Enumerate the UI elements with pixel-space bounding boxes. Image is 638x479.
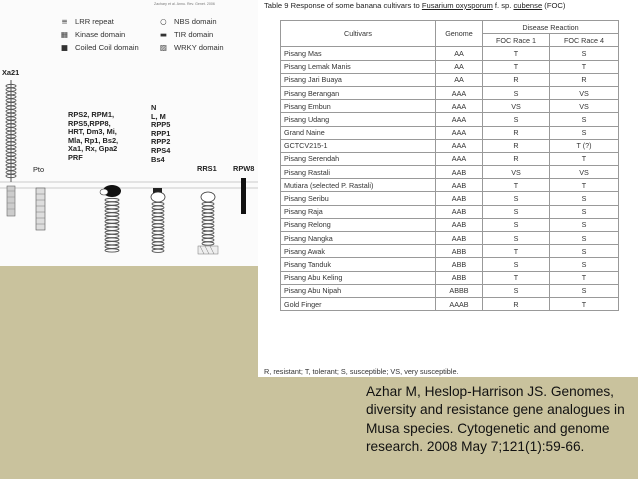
race1-cell: T	[483, 47, 550, 60]
lrr-ring	[152, 210, 164, 213]
table-row	[281, 139, 619, 152]
cultivar-cell: Pisang Embun	[281, 100, 436, 113]
lrr-ring	[202, 235, 214, 238]
table-row	[281, 258, 619, 271]
lrr-ring	[105, 198, 119, 201]
race1-cell: VS	[483, 166, 550, 179]
cultivar-cell: Pisang Nangka	[281, 232, 436, 245]
race4-cell: S	[550, 113, 619, 126]
lrr-ring	[202, 202, 214, 205]
race1-cell: R	[483, 126, 550, 139]
cultivar-cell: Mutiara (selected P. Rastali)	[281, 179, 436, 192]
race1-cell: S	[483, 113, 550, 126]
lrr-ring	[202, 217, 214, 220]
lrr-ring	[105, 227, 119, 230]
race4-cell: S	[550, 126, 619, 139]
table-row	[281, 166, 619, 179]
header-cultivars: Cultivars	[281, 21, 436, 47]
race1-cell: R	[483, 297, 550, 310]
lrr-icon: ≡	[61, 17, 68, 26]
table-row	[281, 284, 619, 297]
xa21-lrr-coil	[6, 80, 16, 216]
lrr-ring	[105, 245, 119, 248]
genome-cell: AAB	[436, 232, 483, 245]
lrr-ring	[202, 224, 214, 227]
genome-cell: ABB	[436, 245, 483, 258]
lrr-ring	[202, 242, 214, 245]
race1-cell: R	[483, 139, 550, 152]
race1-cell: T	[483, 60, 550, 73]
race4-cell: S	[550, 245, 619, 258]
header-race4: FOC Race 4	[550, 34, 619, 47]
kinase-icon: ▦	[60, 30, 69, 39]
race4-cell: VS	[550, 166, 619, 179]
xa21-kinase-domain	[7, 186, 15, 216]
cultivar-cell: Pisang Jari Buaya	[281, 73, 436, 86]
gene-structure-diagram	[0, 0, 258, 266]
cultivar-cell: Pisang Mas	[281, 47, 436, 60]
lrr-ring	[202, 213, 214, 216]
cultivar-cell: Gold Finger	[281, 297, 436, 310]
lrr-ring	[202, 231, 214, 234]
race1-cell: S	[483, 86, 550, 99]
race1-cell: S	[483, 258, 550, 271]
table-row	[281, 60, 619, 73]
cultivar-cell: Pisang Seribu	[281, 192, 436, 205]
table-row	[281, 232, 619, 245]
race4-cell: VS	[550, 100, 619, 113]
cultivar-cell: Pisang Rastali	[281, 166, 436, 179]
table-row	[281, 205, 619, 218]
disease-reaction-table	[280, 20, 619, 311]
title-mid: f. sp.	[492, 1, 514, 10]
lrr-ring	[202, 238, 214, 241]
cultivar-cell: Pisang Udang	[281, 113, 436, 126]
genome-cell: AA	[436, 60, 483, 73]
lrr-ring	[105, 231, 119, 234]
race4-cell: T	[550, 179, 619, 192]
citation-text: Azhar M, Heslop-Harrison JS. Genomes, diversity and resistance gene analogues in Musa species. Cytogenetic and genome research. 2008 May 7;121(1):59-66.	[366, 384, 625, 454]
lrr-ring	[105, 220, 119, 223]
race1-cell: S	[483, 192, 550, 205]
race4-cell: VS	[550, 86, 619, 99]
genome-cell: AAAB	[436, 297, 483, 310]
lrr-ring	[202, 206, 214, 209]
genome-cell: AAA	[436, 113, 483, 126]
table-row	[281, 218, 619, 231]
genome-cell: AA	[436, 73, 483, 86]
header-race1: FOC Race 1	[483, 34, 550, 47]
race1-cell: VS	[483, 100, 550, 113]
genome-cell: AAA	[436, 139, 483, 152]
race4-cell: S	[550, 284, 619, 297]
nbs-icon: ○	[160, 17, 167, 26]
label-rrs1: RRS1	[197, 164, 217, 173]
race4-cell: S	[550, 232, 619, 245]
cultivar-cell: Pisang Raja	[281, 205, 436, 218]
lrr-ring	[105, 224, 119, 227]
wrky-icon: ▨	[159, 43, 168, 52]
table-footnote: R, resistant; T, tolerant; S, susceptible; VS, very susceptible.	[264, 367, 459, 376]
rrs1-coil-rings	[202, 202, 214, 245]
lrr-ring	[105, 206, 119, 209]
header-genome: Genome	[436, 21, 483, 47]
lrr-ring	[152, 238, 164, 241]
banana-cultivar-table-panel	[258, 0, 638, 377]
rpw8-coiled-coil	[241, 178, 246, 214]
lrr-ring	[202, 210, 214, 213]
race4-cell: T (?)	[550, 139, 619, 152]
lrr-ring	[152, 206, 164, 209]
genome-cell: AA	[436, 47, 483, 60]
label-pto: Pto	[33, 165, 45, 174]
genome-cell: AAA	[436, 152, 483, 165]
genome-cell: AAB	[436, 192, 483, 205]
lrr-ring	[105, 249, 119, 252]
lrr-ring	[152, 228, 164, 231]
n-coil-rings	[152, 202, 164, 252]
lrr-ring	[152, 231, 164, 234]
race1-cell: R	[483, 152, 550, 165]
table-row	[281, 179, 619, 192]
legend-label: LRR repeat	[75, 17, 114, 26]
lrr-ring	[105, 209, 119, 212]
lrr-ring	[105, 234, 119, 237]
lrr-ring	[105, 213, 119, 216]
cultivar-cell: Pisang Relong	[281, 218, 436, 231]
label-group-n: N L, M RPP5 RPP1 RPP2 RPS4 Bs4	[151, 103, 171, 164]
race1-cell: T	[483, 245, 550, 258]
cultivar-cell: Pisang Tanduk	[281, 258, 436, 271]
table-row	[281, 126, 619, 139]
cultivar-cell: Pisang Awak	[281, 245, 436, 258]
label-group-prf: RPS2, RPM1, RPS5,RPP8, HRT, Dm3, Mi, Mla, Rp1, Bs2, Xa1, Rx, Gpa2 PRF	[68, 110, 119, 162]
genome-cell: ABB	[436, 258, 483, 271]
race1-cell: T	[483, 179, 550, 192]
rrs1-wrky-domain	[198, 246, 218, 254]
race1-cell: S	[483, 232, 550, 245]
title-suffix: (FOC)	[542, 1, 566, 10]
genome-cell: AAB	[436, 218, 483, 231]
race4-cell: T	[550, 152, 619, 165]
pto-kinase-domain	[36, 188, 45, 230]
lrr-ring	[152, 235, 164, 238]
title-forma: cubense	[513, 1, 543, 10]
race4-cell: S	[550, 258, 619, 271]
xa21-coil-rings	[6, 84, 16, 177]
cultivar-cell: Grand Naine	[281, 126, 436, 139]
table-row	[281, 297, 619, 310]
prf-coil-rings	[105, 198, 119, 252]
rrs1-structure	[198, 192, 218, 254]
table-row	[281, 47, 619, 60]
race4-cell: T	[550, 60, 619, 73]
genome-cell: ABB	[436, 271, 483, 284]
cultivar-cell: Pisang Abu Keling	[281, 271, 436, 284]
race4-cell: S	[550, 47, 619, 60]
cultivar-cell: Pisang Lemak Manis	[281, 60, 436, 73]
coiled-coil-icon: ■	[60, 43, 69, 52]
table-title	[264, 1, 565, 10]
tir-nbs-lrr-structure	[151, 188, 165, 252]
lrr-ring	[202, 228, 214, 231]
lrr-ring	[152, 224, 164, 227]
cultivar-cell: Pisang Berangan	[281, 86, 436, 99]
table-row	[281, 100, 619, 113]
lrr-ring	[152, 220, 164, 223]
figure-credit: Zachary et al. Annu. Rev. Genet. 2006	[154, 2, 215, 6]
genome-cell: AAA	[436, 86, 483, 99]
genome-cell: AAA	[436, 126, 483, 139]
legend-label: Coiled Coil domain	[75, 43, 139, 52]
race4-cell: R	[550, 73, 619, 86]
table-row	[281, 86, 619, 99]
race4-cell: T	[550, 297, 619, 310]
table-row	[281, 152, 619, 165]
table-row	[281, 192, 619, 205]
cultivar-cell: Pisang Abu Nipah	[281, 284, 436, 297]
n-nbs-domain	[151, 192, 165, 202]
race1-cell: S	[483, 205, 550, 218]
lrr-ring	[152, 242, 164, 245]
header-disease-reaction: Disease Reaction	[483, 21, 619, 34]
race4-cell: S	[550, 192, 619, 205]
tir-icon: ▬	[159, 30, 168, 39]
table-row	[281, 245, 619, 258]
genome-cell: AAB	[436, 179, 483, 192]
table-body	[281, 47, 619, 311]
lrr-ring	[152, 246, 164, 249]
lrr-ring	[202, 220, 214, 223]
race1-cell: T	[483, 271, 550, 284]
lrr-ring	[105, 242, 119, 245]
race1-cell: S	[483, 218, 550, 231]
cultivar-cell: Pisang Serendah	[281, 152, 436, 165]
lrr-ring	[152, 213, 164, 216]
legend-label: Kinase domain	[75, 30, 126, 39]
race4-cell: S	[550, 205, 619, 218]
genome-cell: AAB	[436, 166, 483, 179]
cultivar-cell: GCTCV215-1	[281, 139, 436, 152]
cc-nbs-lrr-structure	[100, 185, 121, 252]
genome-cell: ABBB	[436, 284, 483, 297]
resistance-gene-figure	[0, 0, 258, 266]
race1-cell: S	[483, 284, 550, 297]
label-rpw8: RPW8	[233, 164, 255, 173]
race4-cell: S	[550, 218, 619, 231]
legend-label: NBS domain	[174, 17, 217, 26]
lrr-ring	[152, 217, 164, 220]
table-row	[281, 113, 619, 126]
lrr-ring	[105, 238, 119, 241]
lrr-ring	[105, 216, 119, 219]
title-species: Fusarium oxysporum	[421, 1, 493, 10]
genome-cell: AAA	[436, 100, 483, 113]
lrr-ring	[105, 202, 119, 205]
table-row	[281, 271, 619, 284]
title-prefix: Table 9 Response of some banana cultivars to	[264, 1, 422, 10]
legend-label: TIR domain	[174, 30, 214, 39]
table-row	[281, 73, 619, 86]
race4-cell: T	[550, 271, 619, 284]
label-xa21: Xa21	[2, 68, 20, 77]
lrr-ring	[152, 202, 164, 205]
legend-label: WRKY domain	[174, 43, 224, 52]
genome-cell: AAB	[436, 205, 483, 218]
header-row-1	[281, 21, 619, 34]
race1-cell: R	[483, 73, 550, 86]
lrr-ring	[152, 249, 164, 252]
